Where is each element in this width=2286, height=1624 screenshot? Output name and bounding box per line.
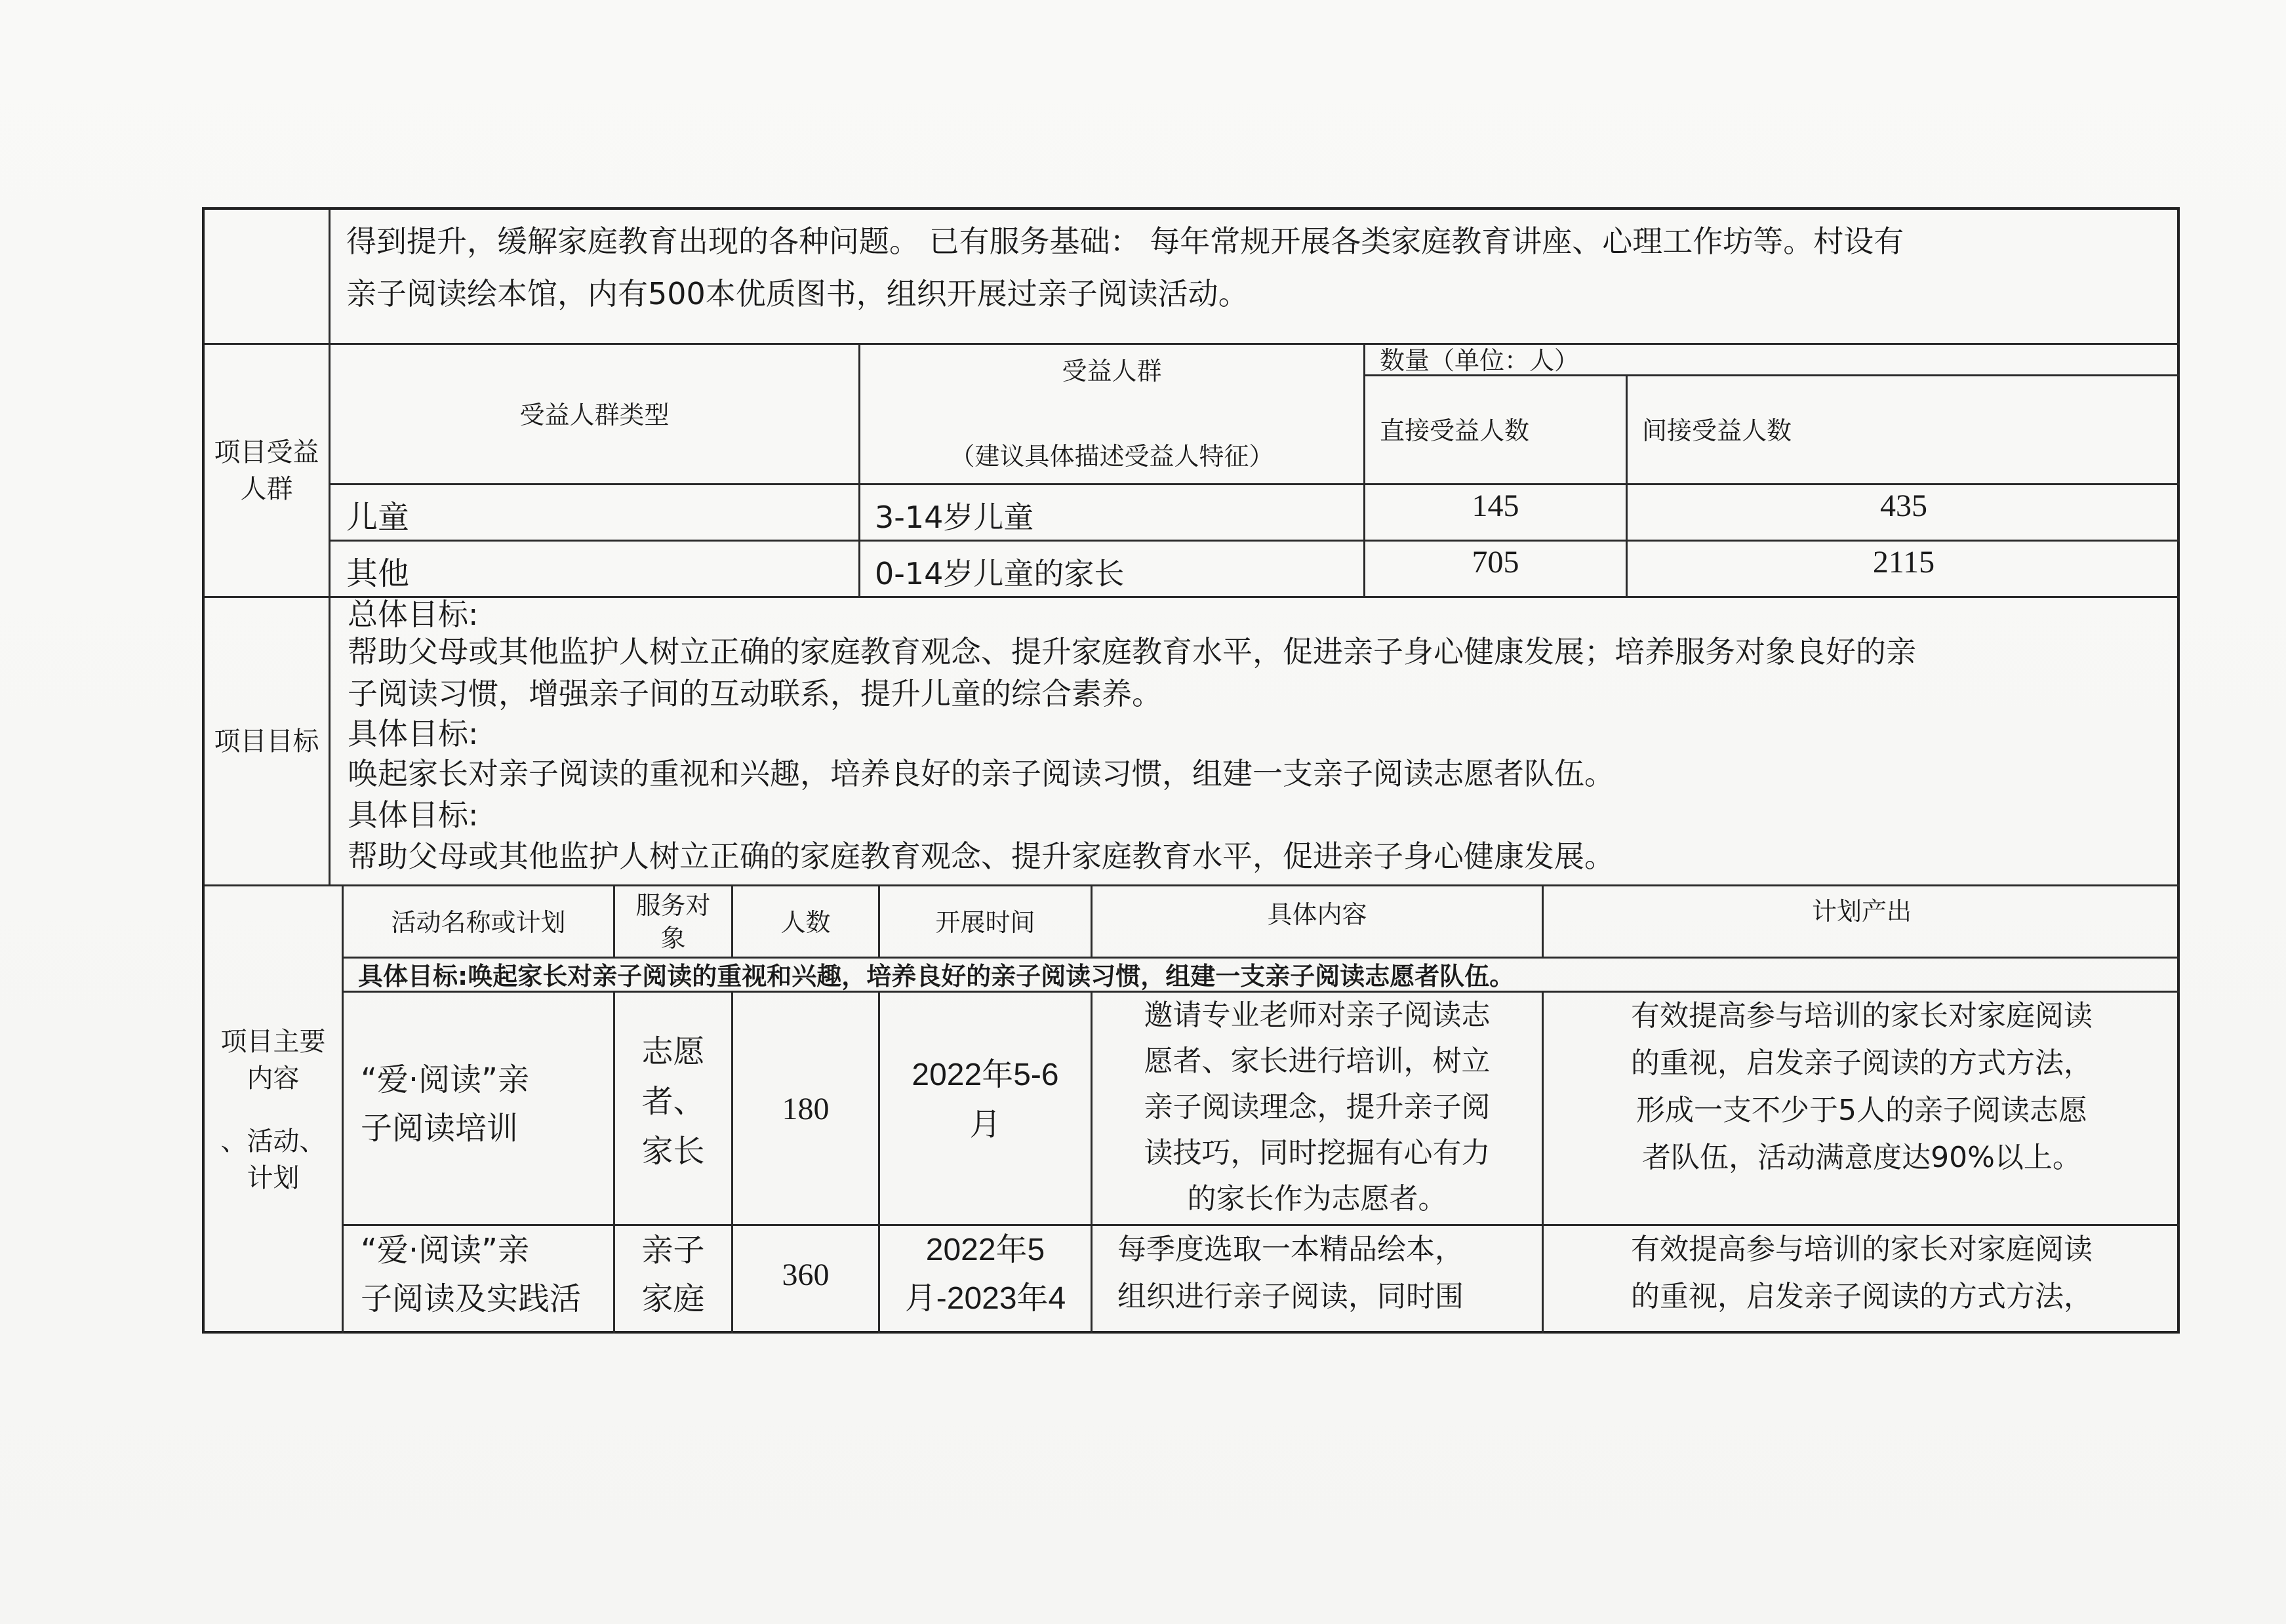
beneficiary-count-header: 数量（单位：人）: [1365, 345, 2180, 376]
activity-1-name: “爱·阅读”亲 子阅读培训: [344, 993, 615, 1226]
beneficiary-row-1-type: 儿童: [331, 485, 860, 542]
intro-label-cell: [205, 210, 331, 345]
indirect-beneficiaries-header: 间接受益人数: [1628, 376, 2180, 485]
activity-2-target: 亲子 家庭: [615, 1226, 733, 1334]
specific-goal-title-1: 具体目标:: [348, 716, 479, 751]
beneficiary-row-2-indirect: 2115: [1628, 542, 2180, 598]
activity-target-header: 服务对 象: [615, 886, 733, 959]
activity-content-header: 具体内容: [1093, 886, 1544, 959]
intro-line-1: 得到提升，缓解家庭教育出现的各种问题。 已有服务基础： 每年常规开展各类家庭教育讲座、心理工作坊等。村设有: [346, 224, 1904, 259]
beneficiary-row-1-desc: 3-14岁儿童: [860, 485, 1365, 542]
project-table: [202, 207, 2180, 1334]
intro-text-cell: [331, 210, 2180, 345]
activity-1-time: 2022年5-6 月: [880, 993, 1093, 1226]
overall-goal-line-1: 帮助父母或其他监护人树立正确的家庭教育观念、提升家庭教育水平，促进亲子身心健康发展；培养服务对象良好的亲: [348, 634, 1916, 669]
activities-label: 项目主要 内容 、活动、 计划: [205, 886, 344, 1334]
activity-1-content: 邀请专业老师对亲子阅读志 愿者、家长进行培训，树立 亲子阅读理念，提升亲子阅 读技巧，同时挖掘有心有力 的家长作为志愿者。: [1093, 993, 1544, 1226]
overall-goal-line-2: 子阅读习惯，增强亲子间的互动联系，提升儿童的综合素养。: [348, 676, 1162, 711]
activity-2-output: 有效提高参与培训的家长对家庭阅读 的重视，启发亲子阅读的方式方法，: [1631, 1233, 2093, 1313]
goals-label: 项目目标: [205, 598, 331, 886]
beneficiary-row-2-desc: 0-14岁儿童的家长: [860, 542, 1365, 598]
specific-goal-2: 帮助父母或其他监护人树立正确的家庭教育观念、提升家庭教育水平，促进亲子身心健康发展。: [348, 839, 1614, 874]
direct-beneficiaries-header: 直接受益人数: [1365, 376, 1628, 485]
activity-1-target: 志愿 者、 家长: [615, 993, 733, 1226]
activity-2-time: 2022年5 月-2023年4: [880, 1226, 1093, 1334]
activities-goal-row: 具体目标:唤起家长对亲子阅读的重视和兴趣，培养良好的亲子阅读习惯，组建一支亲子阅读志愿者队伍。: [344, 959, 2180, 993]
intro-line-2: 亲子阅读绘本馆，内有500本优质图书，组织开展过亲子阅读活动。: [346, 276, 1249, 311]
activity-1-count: 180: [733, 993, 880, 1226]
activity-count-header: 人数: [733, 886, 880, 959]
specific-goal-1: 唤起家长对亲子阅读的重视和兴趣，培养良好的亲子阅读习惯，组建一支亲子阅读志愿者队伍。: [348, 756, 1614, 791]
goals-content: [331, 598, 2180, 886]
activity-2-name: “爱·阅读”亲 子阅读及实践活: [344, 1226, 615, 1334]
specific-goal-title-2: 具体目标:: [348, 797, 479, 833]
activity-2-content: 每季度选取一本精品绘本， 组织进行亲子阅读，同时围: [1093, 1226, 1544, 1334]
beneficiary-row-2-direct: 705: [1365, 542, 1628, 598]
activity-output-header: 计划产出: [1544, 886, 2180, 959]
beneficiary-group-header: 受益人群 （建议具体描述受益人特征）: [860, 345, 1365, 485]
activity-time-header: 开展时间: [880, 886, 1093, 959]
beneficiaries-label: 项目受益 人群: [205, 345, 331, 598]
beneficiary-row-2-type: 其他: [331, 542, 860, 598]
beneficiary-row-1-indirect: 435: [1628, 485, 2180, 542]
activity-name-header: 活动名称或计划: [344, 886, 615, 959]
beneficiary-type-header: 受益人群类型: [331, 345, 860, 485]
activity-1-output: 有效提高参与培训的家长对家庭阅读 的重视，启发亲子阅读的方式方法， 形成一支不少于5人的亲子阅读志愿 者队伍，活动满意度达90%以上。: [1544, 993, 2180, 1226]
beneficiary-row-1-direct: 145: [1365, 485, 1628, 542]
activity-2-count: 360: [733, 1226, 880, 1334]
overall-goal-title: 总体目标:: [348, 598, 479, 632]
